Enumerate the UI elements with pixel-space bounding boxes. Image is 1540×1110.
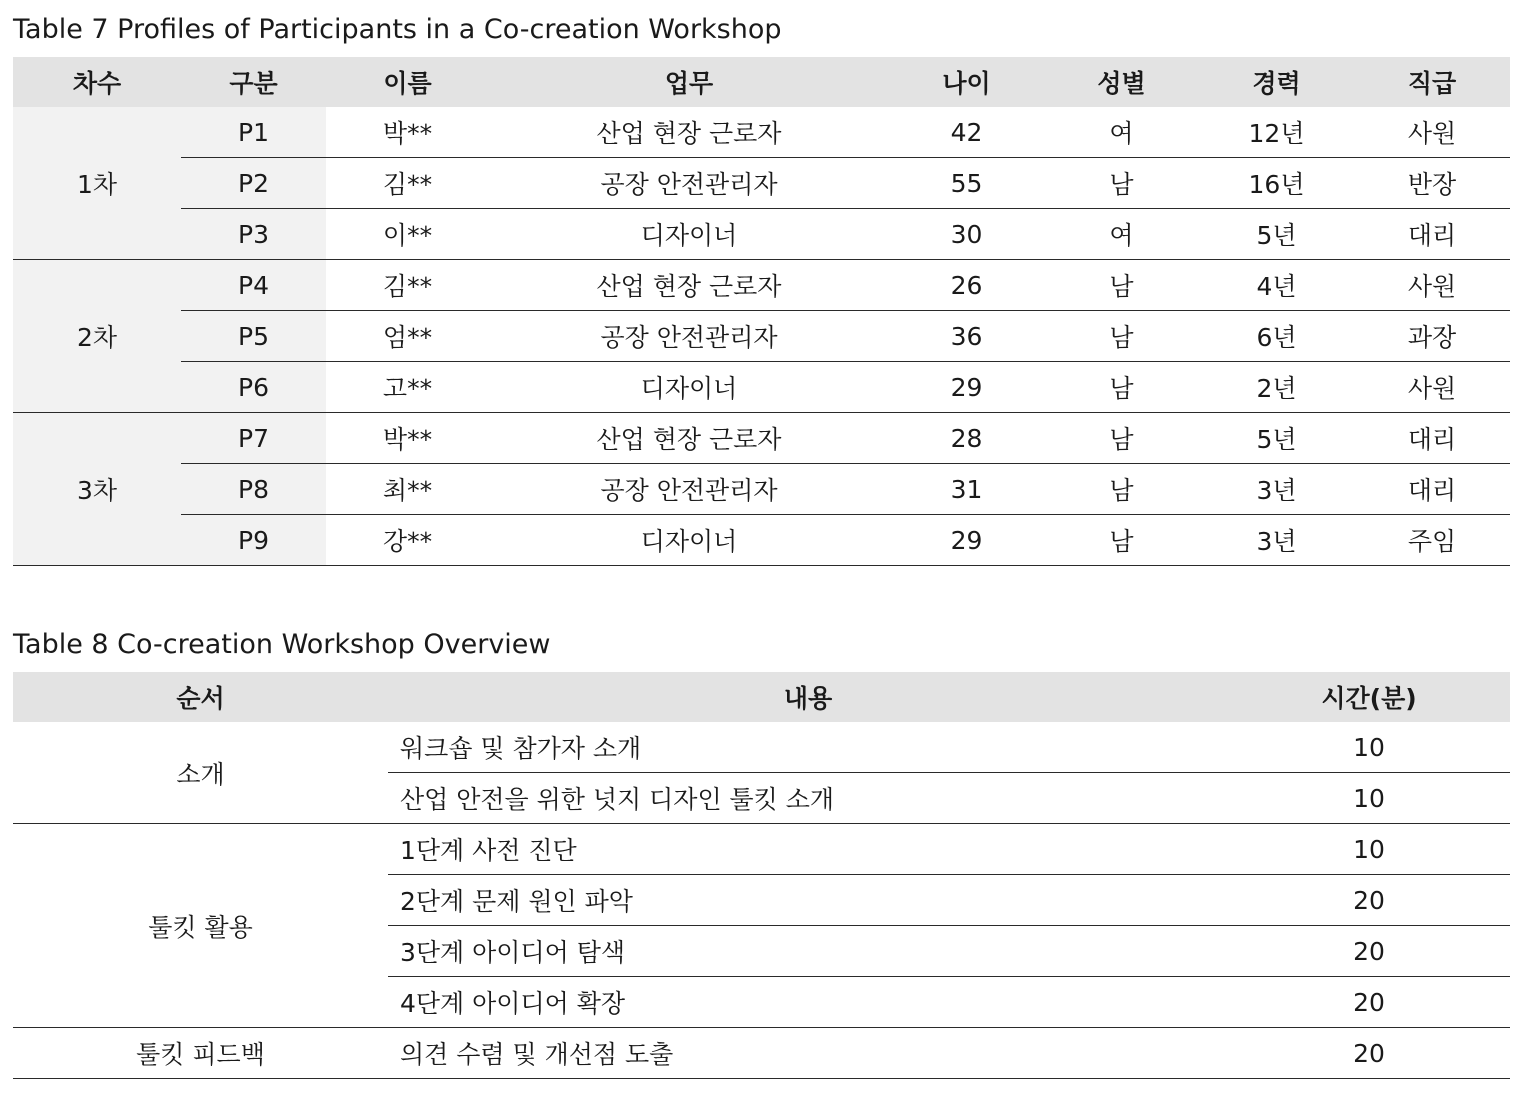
participant-gender: 남: [1044, 515, 1199, 566]
participant-experience: 2년: [1199, 362, 1354, 413]
participant-age: 36: [889, 311, 1044, 362]
participant-job: 산업 현장 근로자: [489, 107, 889, 158]
participant-name: 박**: [326, 413, 489, 464]
table7-header-row: [13, 57, 1510, 107]
participant-age: 42: [889, 107, 1044, 158]
time-cell: 10: [1228, 773, 1510, 824]
header-name: 이름: [326, 57, 489, 107]
content-cell: 4단계 아이디어 확장: [388, 977, 1228, 1028]
time-cell: 20: [1228, 875, 1510, 926]
participant-job: 디자이너: [489, 209, 889, 260]
table-row: [13, 107, 1510, 158]
table-row: [13, 209, 1510, 260]
participant-name: 박**: [326, 107, 489, 158]
participant-id: P7: [181, 413, 326, 464]
participant-id: P8: [181, 464, 326, 515]
participant-name: 엄**: [326, 311, 489, 362]
participant-id: P5: [181, 311, 326, 362]
content-cell: 1단계 사전 진단: [388, 824, 1228, 875]
participant-experience: 5년: [1199, 209, 1354, 260]
participant-experience: 3년: [1199, 515, 1354, 566]
participant-gender: 남: [1044, 158, 1199, 209]
participant-experience: 6년: [1199, 311, 1354, 362]
table-row: [13, 362, 1510, 413]
participant-gender: 남: [1044, 464, 1199, 515]
time-cell: 10: [1228, 824, 1510, 875]
participant-name: 최**: [326, 464, 489, 515]
participant-experience: 3년: [1199, 464, 1354, 515]
participant-gender: 여: [1044, 209, 1199, 260]
participant-job: 공장 안전관리자: [489, 464, 889, 515]
participant-position: 주임: [1354, 515, 1510, 566]
participant-name: 김**: [326, 260, 489, 311]
content-cell: 산업 안전을 위한 넛지 디자인 툴킷 소개: [388, 773, 1228, 824]
order-cell: 툴킷 활용: [13, 824, 388, 1028]
participant-position: 사원: [1354, 362, 1510, 413]
table-row: [13, 824, 1510, 875]
time-cell: 10: [1228, 722, 1510, 773]
table8-header-row: [13, 672, 1510, 722]
table-row: [13, 260, 1510, 311]
workshop-overview-table: [13, 672, 1510, 1079]
participant-age: 31: [889, 464, 1044, 515]
table-row: [13, 722, 1510, 773]
participant-job: 산업 현장 근로자: [489, 260, 889, 311]
participant-age: 26: [889, 260, 1044, 311]
header-age: 나이: [889, 57, 1044, 107]
participant-position: 사원: [1354, 260, 1510, 311]
participant-name: 김**: [326, 158, 489, 209]
table8-caption: Table 8 Co-creation Workshop Overview: [13, 629, 551, 660]
table-row: [13, 413, 1510, 464]
header-position: 직급: [1354, 57, 1510, 107]
round-cell: 1차: [13, 107, 181, 260]
participant-experience: 12년: [1199, 107, 1354, 158]
header-id: 구분: [181, 57, 326, 107]
participant-job: 디자이너: [489, 515, 889, 566]
participant-gender: 남: [1044, 311, 1199, 362]
participants-table: [13, 57, 1510, 566]
participant-id: P6: [181, 362, 326, 413]
participant-age: 29: [889, 362, 1044, 413]
participant-gender: 남: [1044, 260, 1199, 311]
table-row: [13, 1028, 1510, 1079]
participant-name: 이**: [326, 209, 489, 260]
participant-experience: 16년: [1199, 158, 1354, 209]
header-round: 차수: [13, 57, 181, 107]
participant-position: 대리: [1354, 464, 1510, 515]
round-cell: 3차: [13, 413, 181, 566]
participant-name: 강**: [326, 515, 489, 566]
participant-id: P9: [181, 515, 326, 566]
participant-gender: 남: [1044, 362, 1199, 413]
header-time: 시간(분): [1228, 672, 1510, 722]
header-experience: 경력: [1199, 57, 1354, 107]
order-cell: 소개: [13, 722, 388, 824]
header-content: 내용: [388, 672, 1228, 722]
round-cell: 2차: [13, 260, 181, 413]
participant-position: 사원: [1354, 107, 1510, 158]
participant-age: 55: [889, 158, 1044, 209]
participant-position: 대리: [1354, 413, 1510, 464]
participant-job: 공장 안전관리자: [489, 311, 889, 362]
participant-age: 28: [889, 413, 1044, 464]
content-cell: 워크숍 및 참가자 소개: [388, 722, 1228, 773]
time-cell: 20: [1228, 977, 1510, 1028]
table7-caption: Table 7 Profiles of Participants in a Co-creation Workshop: [13, 14, 782, 45]
participant-age: 29: [889, 515, 1044, 566]
participant-id: P3: [181, 209, 326, 260]
content-cell: 3단계 아이디어 탐색: [388, 926, 1228, 977]
content-cell: 의견 수렴 및 개선점 도출: [388, 1028, 1228, 1079]
participant-job: 디자이너: [489, 362, 889, 413]
participant-experience: 4년: [1199, 260, 1354, 311]
participant-age: 30: [889, 209, 1044, 260]
order-cell: 툴킷 피드백: [13, 1028, 388, 1079]
participant-position: 과장: [1354, 311, 1510, 362]
participant-job: 산업 현장 근로자: [489, 413, 889, 464]
participant-id: P2: [181, 158, 326, 209]
participant-position: 반장: [1354, 158, 1510, 209]
content-cell: 2단계 문제 원인 파악: [388, 875, 1228, 926]
participant-id: P1: [181, 107, 326, 158]
participant-experience: 5년: [1199, 413, 1354, 464]
participant-id: P4: [181, 260, 326, 311]
header-gender: 성별: [1044, 57, 1199, 107]
table-row: [13, 464, 1510, 515]
participant-name: 고**: [326, 362, 489, 413]
participant-position: 대리: [1354, 209, 1510, 260]
header-job: 업무: [489, 57, 889, 107]
participant-gender: 여: [1044, 107, 1199, 158]
table-row: [13, 311, 1510, 362]
table-row: [13, 515, 1510, 566]
header-order: 순서: [13, 672, 388, 722]
time-cell: 20: [1228, 1028, 1510, 1079]
participant-gender: 남: [1044, 413, 1199, 464]
time-cell: 20: [1228, 926, 1510, 977]
participant-job: 공장 안전관리자: [489, 158, 889, 209]
table-row: [13, 158, 1510, 209]
